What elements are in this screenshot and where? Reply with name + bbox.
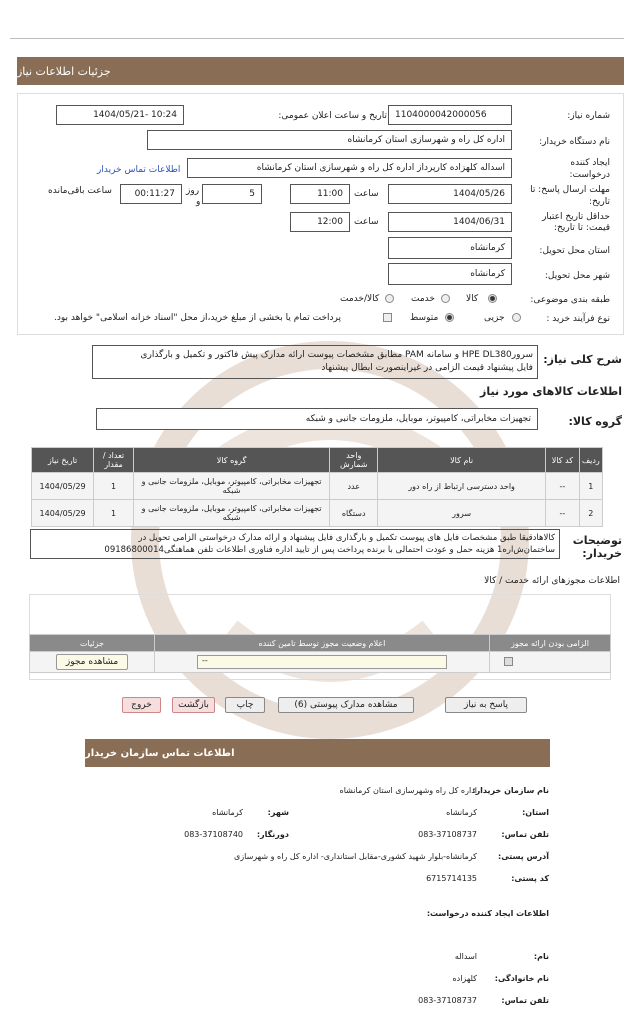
table-row [32, 473, 603, 500]
process-medium-radio[interactable] [445, 313, 454, 322]
col-qty: تعداد / مقدار [94, 448, 134, 473]
category-both-radio[interactable] [385, 294, 394, 303]
creator-name-label: نام: [533, 952, 549, 961]
contact-province-value: کرمانشاه [446, 808, 477, 817]
deadline-time-label: ساعت [354, 189, 379, 199]
payment-checkbox[interactable] [383, 313, 392, 322]
contact-city-value: کرمانشاه [212, 808, 243, 817]
validity-label-1: حداقل تاریخ اعتبار [542, 212, 610, 222]
buyer-org-field: اداره کل راه و شهرسازی استان کرمانشاه [147, 130, 512, 150]
contact-city-label: شهر: [267, 808, 289, 817]
province-label: استان محل تحویل: [539, 246, 610, 256]
exit-button[interactable]: خروج [122, 697, 161, 713]
cell-name: سرور [378, 500, 546, 527]
attachments-button[interactable]: مشاهده مدارک پیوستی (6) [278, 697, 414, 713]
days-suffix: و [196, 197, 201, 207]
deadline-label-1: مهلت ارسال پاسخ: تا [530, 185, 610, 195]
province-field: کرمانشاه [388, 237, 512, 259]
validity-time-label: ساعت [354, 217, 379, 227]
cell-group: تجهیزات مخابراتی، کامپیوتر، موبایل، ملزومات جانبی و شبکه [133, 500, 329, 527]
table-row [32, 500, 603, 527]
description-line-2: فایل پیشنهاد قیمت الزامی در غیراینصورت ابطال پیشنهاد [321, 363, 533, 373]
table-row [30, 652, 611, 673]
process-label: نوع فرآیند خرید : [546, 314, 610, 324]
cell-row: 1 [579, 473, 602, 500]
buyer-notes-box [30, 529, 560, 559]
col-name: نام کالا [378, 448, 546, 473]
details-header [17, 57, 624, 85]
deadline-label-2: تاریخ: [589, 197, 610, 207]
goods-group-field: تجهیزات مخابراتی، کامپیوتر، موبایل، ملزومات جانبی و شبکه [96, 408, 538, 430]
city-field: کرمانشاه [388, 263, 512, 285]
goods-table [31, 447, 603, 527]
description-label: شرح کلی نیاز: [543, 353, 622, 366]
col-group: گروه کالا [133, 448, 329, 473]
creator-label-1: ایجاد کننده [570, 158, 610, 168]
buyer-notes-line-2: ساختمان‌ش‌اره1 هزینه حمل و عودت احتمالی با برنده پرداخت پس از تایید اداره فناوری اطلاعات تلفن هماهنگی09186800014 [104, 545, 555, 555]
contact-address-value: کرمانشاه-بلوار شهید کشوری-مقابل استانداری- اداره کل راه و شهرسازی [234, 852, 477, 861]
contact-org-value: اداره کل راه وشهرسازی استان کرمانشاه [339, 786, 477, 795]
creator-family-label: نام خانوادگی: [494, 974, 549, 983]
contact-org-label: نام سازمان خریدار: [472, 786, 549, 795]
contact-address-label: آدرس پستی: [498, 852, 549, 861]
goods-table-header [32, 448, 603, 473]
contact-phone-value: 083-37108737 [418, 830, 477, 839]
cell-unit: عدد [330, 473, 378, 500]
need-number-field: 1104000042000056 [388, 105, 512, 125]
validity-time-field: 12:00 [290, 212, 350, 232]
contact-fax-value: 083-37108740 [184, 830, 243, 839]
process-partial-label: جزیی [484, 313, 505, 323]
col-unit: واحد شمارش [330, 448, 378, 473]
deadline-date-field: 1404/05/26 [388, 184, 512, 204]
creator-field: اسداله کلهزاده کارپرداز اداره کل راه و شهرسازی استان کرمانشاه [187, 158, 512, 178]
col-permit-details: جزئیات [30, 635, 155, 652]
contact-province-label: استان: [522, 808, 549, 817]
back-button[interactable]: بازگشت [172, 697, 215, 713]
details-header-title: جزئیات اطلاعات نیاز [17, 64, 111, 78]
contact-phone-label: تلفن تماس: [501, 830, 549, 839]
remaining-label: ساعت باقی‌مانده [48, 186, 112, 196]
creator-label-2: درخواست: [569, 170, 610, 180]
cell-code: -- [546, 473, 580, 500]
contact-postal-value: 6715714135 [426, 874, 477, 883]
process-medium-label: متوسط [410, 313, 439, 323]
buyer-notes-line-1: کالاهادقیقا طبق مشخصات فایل های پیوست تکمیل و بارگذاری فایل پیشنهاد و ارائه مدارک درخواستی الزامی تحویل در [138, 533, 555, 543]
contact-header-title: اطلاعات تماس سازمان خریدار [85, 747, 235, 759]
buyer-org-label: نام دستگاه خریدار: [539, 137, 610, 147]
col-code: کد کالا [546, 448, 580, 473]
permit-status-field: -- [197, 655, 447, 669]
buyer-notes-label-2: خریدار: [582, 547, 622, 560]
cell-code: -- [546, 500, 580, 527]
creator-phone-value: 083-37108737 [418, 996, 477, 1005]
permit-required-checkbox[interactable] [504, 657, 513, 666]
buyer-contact-link[interactable]: اطلاعات تماس خریدار [97, 165, 181, 175]
validity-label-2: قیمت: تا تاریخ: [554, 223, 610, 233]
col-permit-status: اعلام وضعیت مجوز توسط تامین کننده [155, 635, 490, 652]
col-date: تاریخ نیاز [32, 448, 94, 473]
col-row: ردیف [579, 448, 602, 473]
creator-family-value: کلهزاده [452, 974, 477, 983]
description-line-1: سرورHPE DL380 و سامانه PAM مطابق مشخصات پیوست ارائه مدارک پیش فاکتور و تکمیل و بارگذاری [140, 350, 533, 360]
permits-table-header [30, 635, 611, 652]
city-label: شهر محل تحویل: [544, 271, 610, 281]
cell-qty: 1 [94, 500, 134, 527]
cell-qty: 1 [94, 473, 134, 500]
cell-date: 1404/05/29 [32, 473, 94, 500]
cell-row: 2 [579, 500, 602, 527]
days-label: روز [186, 186, 200, 196]
category-service-radio[interactable] [441, 294, 450, 303]
category-goods-radio[interactable] [488, 294, 497, 303]
col-permit-required: الزامی بودن ارائه مجوز [490, 635, 611, 652]
remaining-field: 00:11:27 [120, 184, 182, 204]
cell-group: تجهیزات مخابراتی، کامپیوتر، موبایل، ملزومات جانبی و شبکه [133, 473, 329, 500]
cell-name: واحد دسترسی ارتباط از راه دور [378, 473, 546, 500]
creator-name-value: اسداله [454, 952, 477, 961]
goods-section-title: اطلاعات کالاهای مورد نیاز [480, 385, 622, 398]
cell-date: 1404/05/29 [32, 500, 94, 527]
permits-title: اطلاعات مجوزهای ارائه خدمت / کالا [484, 576, 620, 586]
announce-field: 1404/05/21- 10:24 [56, 105, 184, 125]
top-divider [10, 38, 624, 39]
creator-phone-label: تلفن تماس: [501, 996, 549, 1005]
days-field: 5 [202, 184, 262, 204]
category-both-label: کالا/خدمت [340, 294, 380, 304]
reply-button[interactable]: پاسخ به نیاز [445, 697, 527, 713]
process-partial-radio[interactable] [512, 313, 521, 322]
contact-fax-label: دورنگار: [256, 830, 289, 839]
permits-table [29, 634, 611, 673]
contact-postal-label: کد پستی: [511, 874, 549, 883]
cell-unit: دستگاه [330, 500, 378, 527]
validity-date-field: 1404/06/31 [388, 212, 512, 232]
category-service-label: خدمت [411, 294, 435, 304]
need-number-label: شماره نیاز: [567, 111, 610, 121]
category-label: طبقه بندی موضوعی: [530, 295, 610, 305]
view-permit-button[interactable]: مشاهده مجوز [56, 654, 128, 670]
deadline-time-field: 11:00 [290, 184, 350, 204]
goods-group-label: گروه کالا: [568, 415, 622, 428]
category-goods-label: کالا [466, 294, 479, 304]
description-box [92, 345, 538, 379]
creator-info-title: اطلاعات ایجاد کننده درخواست: [426, 909, 549, 918]
print-button[interactable]: چاپ [225, 697, 265, 713]
buyer-notes-label-1: توضیحات [572, 534, 622, 547]
announce-label: تاریخ و ساعت اعلان عمومی: [278, 111, 387, 121]
contact-header [85, 739, 550, 767]
payment-note: پرداخت تمام یا بخشی از مبلغ خرید،از محل "اسناد خزانه اسلامی" خواهد بود. [54, 313, 342, 323]
